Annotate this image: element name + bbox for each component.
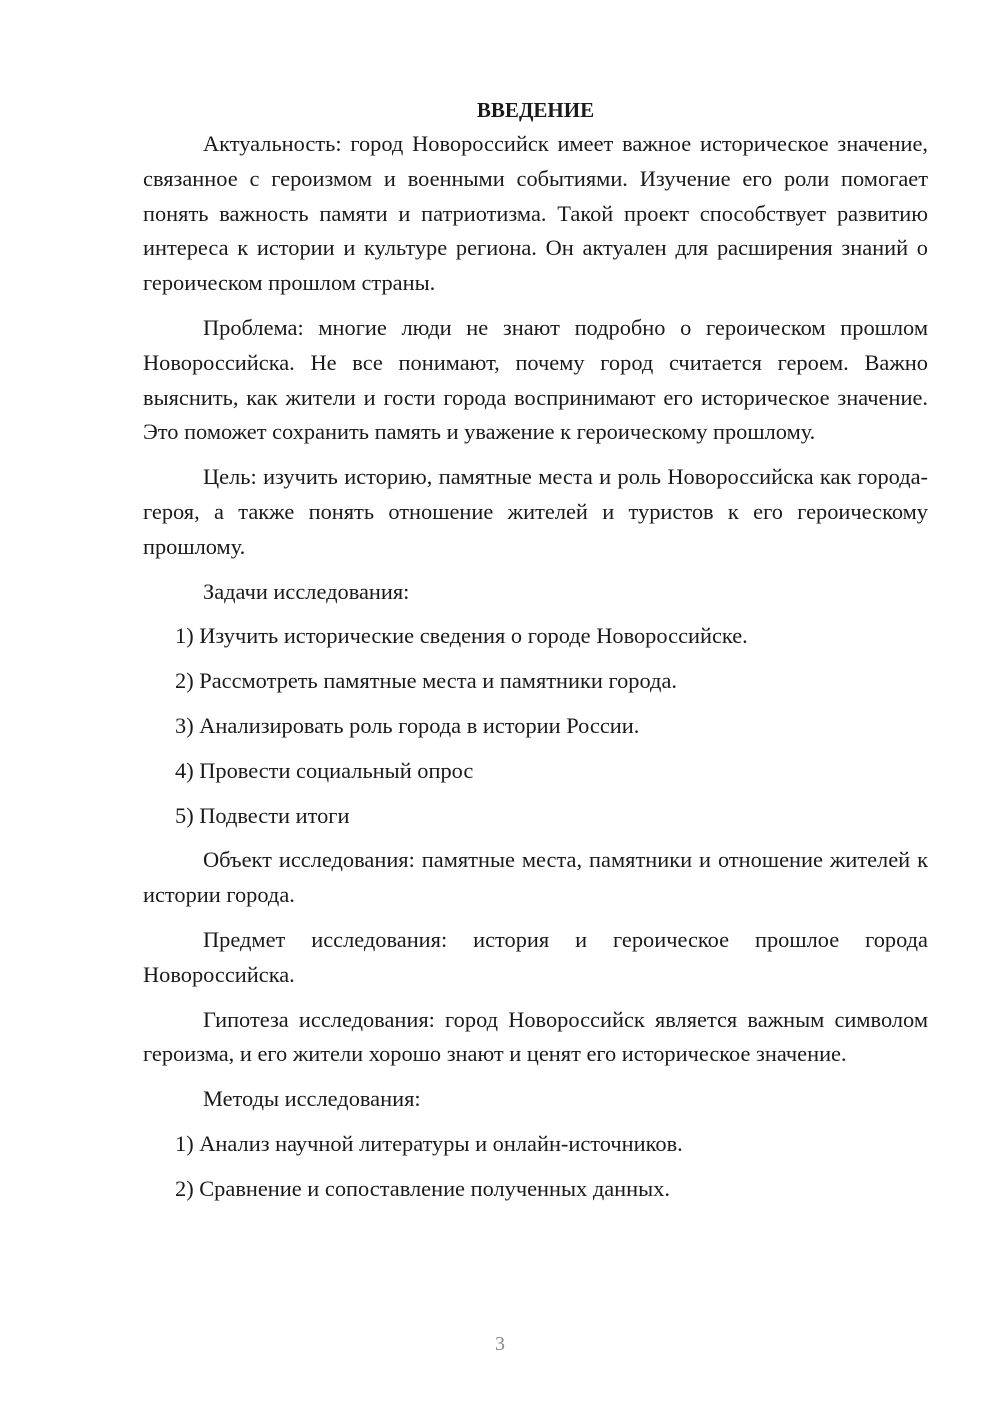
hypothesis-paragraph: Гипотеза исследования: город Новороссийск является важным символом героизма, и его жители хорошо знают и ценят его историческое значение. <box>143 1006 928 1067</box>
list-item: 3) Анализировать роль города в истории России. <box>175 712 640 738</box>
list-item: 5) Подвести итоги <box>175 802 350 828</box>
page-title: ВВЕДЕНИЕ <box>476 98 595 122</box>
tasks-list <box>143 619 928 833</box>
methods-list <box>143 1127 928 1207</box>
document-page <box>143 93 928 1217</box>
list-item: 1) Изучить исторические сведения о городе Новороссийске. <box>175 623 748 649</box>
page-number: 3 <box>495 1333 505 1355</box>
goal-paragraph: Цель: изучить историю, памятные места и роль Новороссийска как города-героя, а также понять отношение жителей и туристов к его героическому прошлому. <box>143 464 928 559</box>
methods-heading: Методы исследования: <box>203 1086 421 1112</box>
relevance-paragraph: Актуальность: город Новороссийск имеет важное историческое значение, связанное с героизмом и военными событиями. Изучение его роли помогает понять важность памяти и патриотизма. Такой проект способствует развитию интереса к истории и культуре региона. Он актуален для расширения знаний о героическом прошлом страны. <box>143 131 928 296</box>
tasks-heading: Задачи исследования: <box>203 578 410 604</box>
list-item: 2) Сравнение и сопоставление полученных данных. <box>175 1175 670 1201</box>
list-item: 4) Провести социальный опрос <box>175 757 474 783</box>
list-item: 2) Рассмотреть памятные места и памятники города. <box>175 668 677 694</box>
object-paragraph: Объект исследования: памятные места, памятники и отношение жителей к истории города. <box>143 847 928 908</box>
problem-paragraph: Проблема: многие люди не знают подробно о героическом прошлом Новороссийска. Не все понимают, почему город считается героем. Важно выяснить, как жители и гости города воспринимают его историческое значение. Это поможет сохранить память и уважение к героическому прошлому. <box>143 314 928 445</box>
subject-paragraph: Предмет исследования: история и героическое прошлое города Новороссийска. <box>143 926 928 987</box>
list-item: 1) Анализ научной литературы и онлайн-источников. <box>175 1130 683 1156</box>
